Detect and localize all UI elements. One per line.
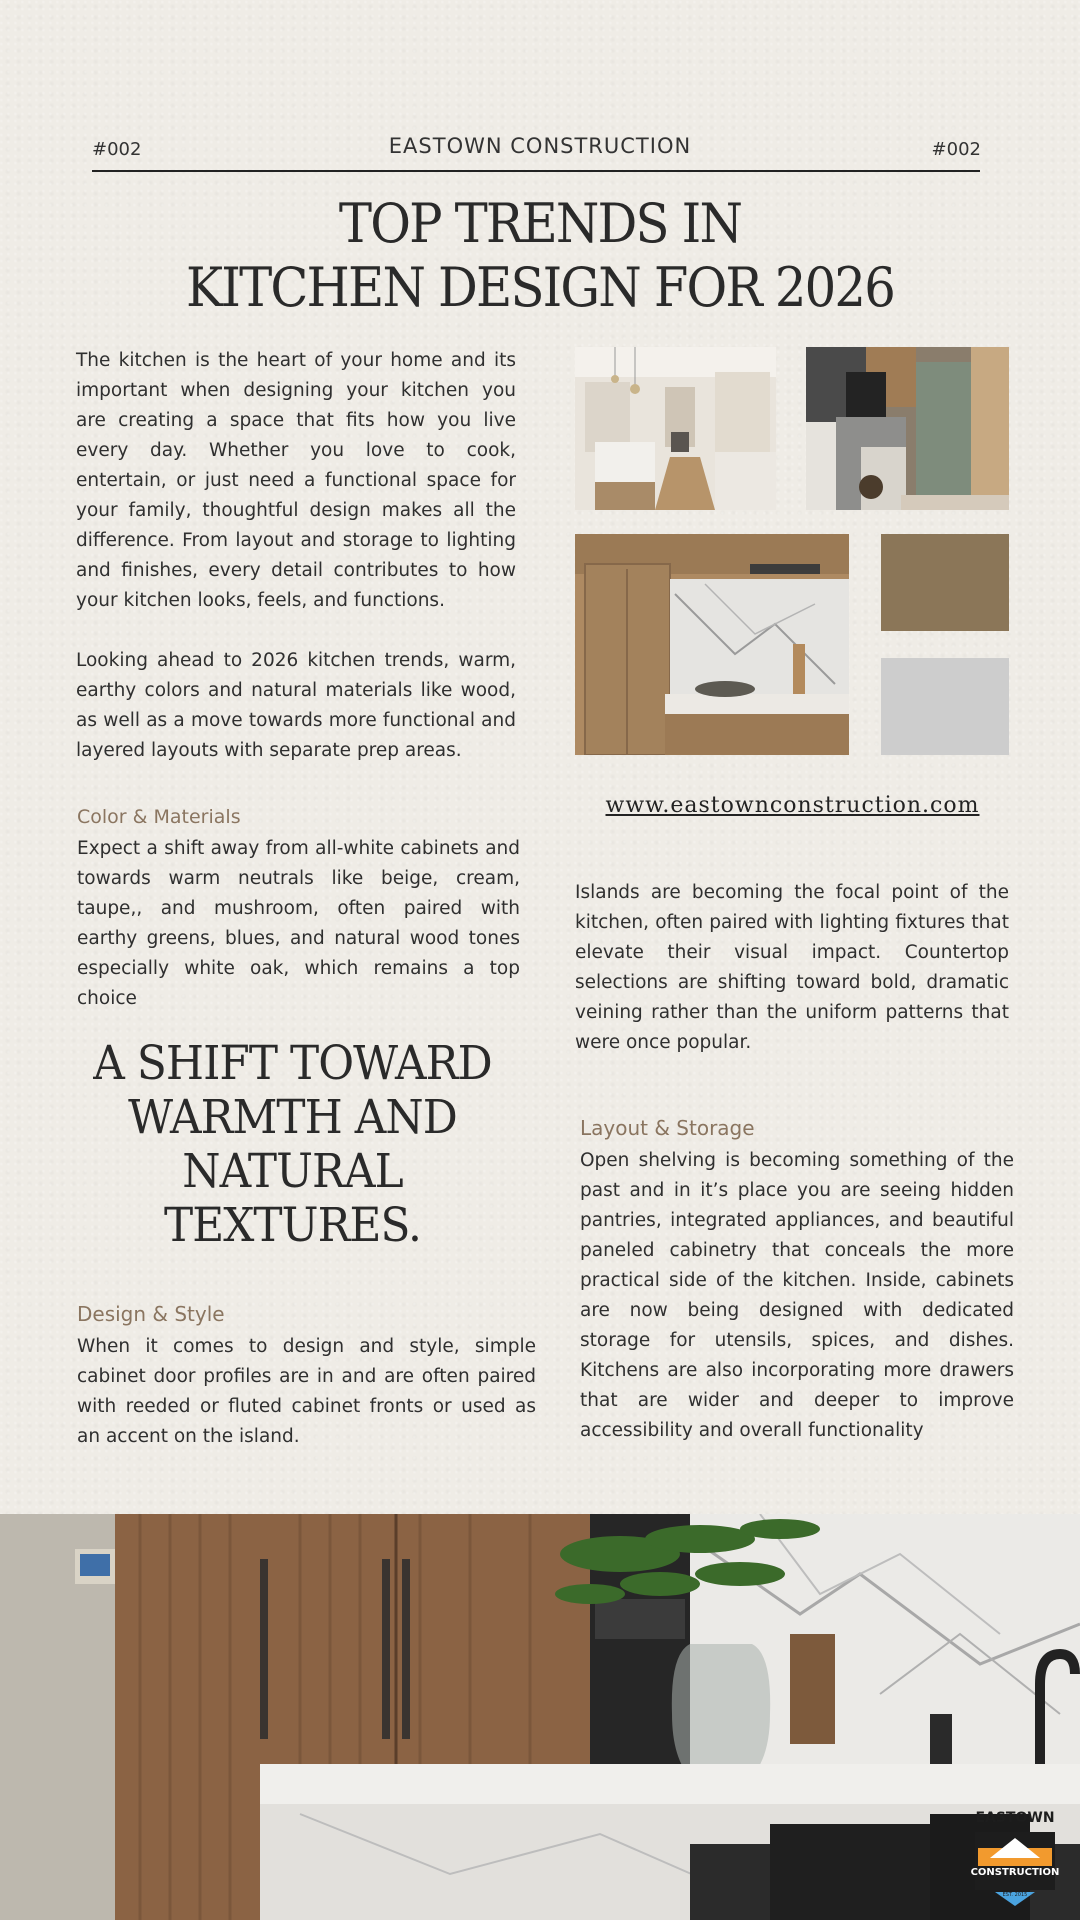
issue-number-right: #002 <box>931 139 981 160</box>
kitchen-hero-photo <box>0 1514 1080 1920</box>
brand-name: EASTOWN CONSTRUCTION <box>388 134 692 158</box>
company-logo <box>970 1810 1060 1910</box>
logo-top-text: EASTOWN <box>975 1810 1055 1826</box>
gray-color-swatch <box>881 658 1009 755</box>
pull-quote-line-1: A SHIFT TOWARD <box>93 1036 492 1091</box>
website-link[interactable]: www.eastownconstruction.com <box>605 793 980 818</box>
pull-quote-line-4: TEXTURES. <box>164 1198 421 1253</box>
issue-number-left: #002 <box>92 139 142 160</box>
logo-main-text: CONSTRUCTION <box>970 1867 1060 1878</box>
pull-quote-line-2: WARMTH AND <box>128 1090 457 1145</box>
pull-quote <box>76 1037 508 1253</box>
logo-sub-text: EST. 2015 <box>1002 1892 1028 1898</box>
kitchen-photo-white <box>575 347 776 510</box>
islands-text: Islands are becoming the focal point of the kitchen, often paired with lighting fixtures that elevate their visual impact. Countertop selections are shifting toward bold, dramatic veining rather than the uniform patterns that were once popular. <box>575 882 1009 1053</box>
material-samples-photo <box>806 347 1009 510</box>
header-divider <box>92 170 980 172</box>
title-line-2: KITCHEN DESIGN FOR 2026 <box>186 256 894 319</box>
intro-paragraph-2: Looking ahead to 2026 kitchen trends, warm, earthy colors and natural materials like wood, as well as a move towards more functional and layered layouts with separate prep areas. <box>76 650 516 761</box>
design-style-heading: Design & Style <box>77 1302 225 1326</box>
layout-storage-text: Open shelving is becoming something of the past and in it’s place you are seeing hidden pantries, integrated appliances, and beautiful paneled cabinetry that conceals the more practical side of the kitchen. Inside, cabinets are now being designed with dedicated storage for utensils, spices, and dishes. Kitchens are also incorporating more drawers that are wider and deeper to improve accessibility and overall functionality <box>580 1150 1014 1441</box>
wood-cabinet-marble-photo <box>575 534 849 755</box>
taupe-color-swatch <box>881 534 1009 631</box>
page-title <box>43 192 1037 320</box>
layout-storage-heading: Layout & Storage <box>580 1116 755 1140</box>
pull-quote-line-3: NATURAL <box>182 1144 403 1199</box>
title-line-1: TOP TRENDS IN <box>338 192 742 255</box>
color-materials-heading: Color & Materials <box>77 806 241 828</box>
intro-paragraph-1: The kitchen is the heart of your home and its important when designing your kitchen you are creating a space that fits how you live every day. Whether you love to cook, entertain, or just need a functional space for your family, thoughtful design makes all the difference. From layout and storage to lighting and finishes, every detail contributes to how your kitchen looks, feels, and functions. <box>76 350 516 611</box>
color-materials-text: Expect a shift away from all-white cabinets and towards warm neutrals like beige, cream, taupe,, and mushroom, often paired with earthy greens, blues, and natural wood tones especially white oak, which remains a top choice <box>77 838 520 1009</box>
design-style-text: When it comes to design and style, simple cabinet door profiles are in and are often paired with reeded or fluted cabinet fronts or used as an accent on the island. <box>77 1336 536 1447</box>
